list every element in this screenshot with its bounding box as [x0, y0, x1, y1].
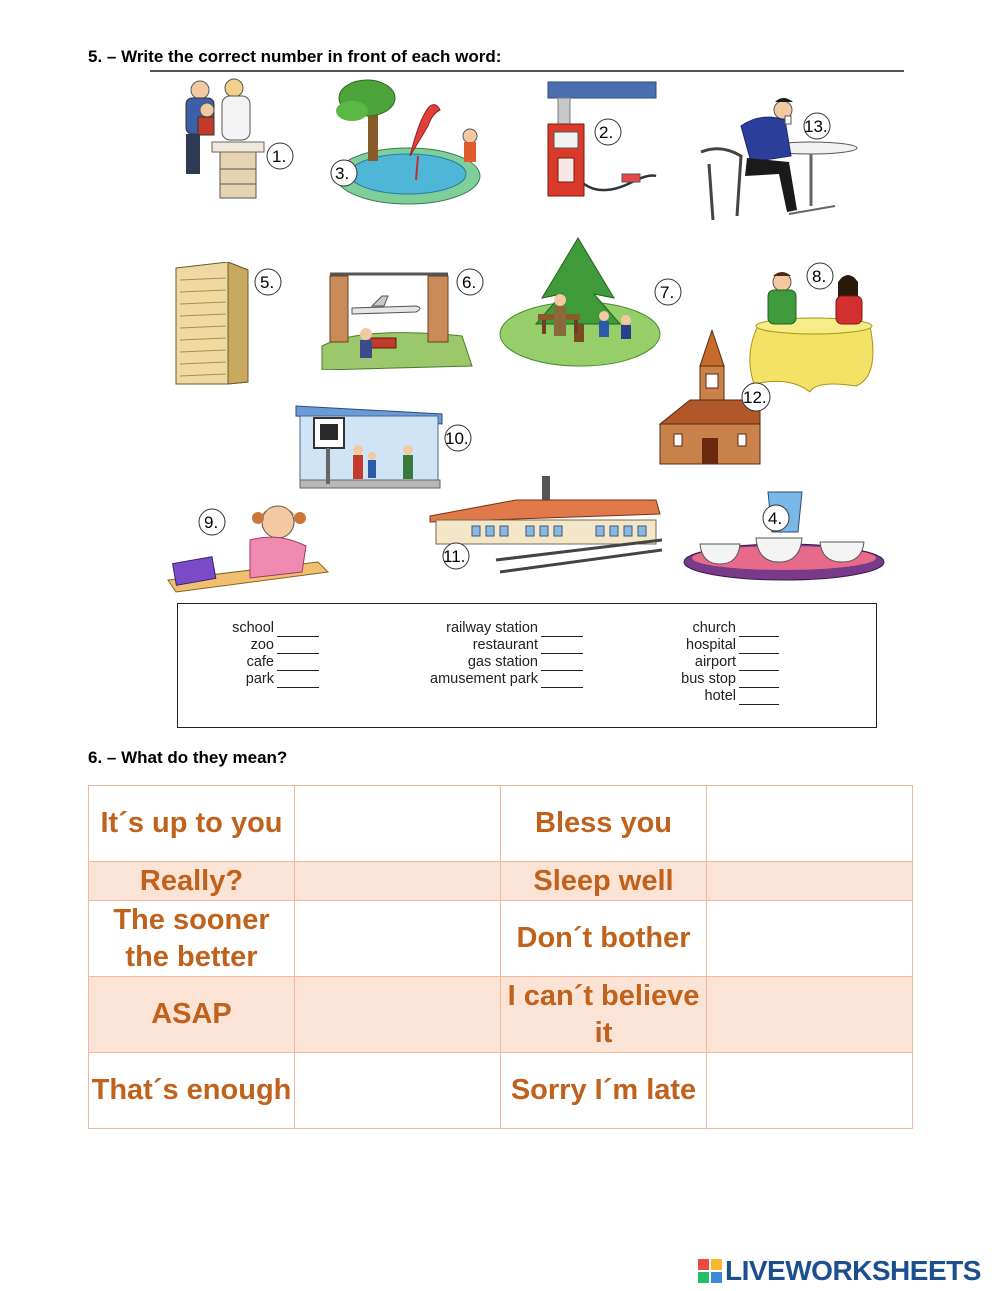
- table-row: [89, 786, 913, 862]
- word-item[interactable]: hospital: [618, 637, 779, 654]
- picture-number: 10.: [445, 429, 469, 448]
- picture-number: 7.: [660, 283, 675, 302]
- word-item[interactable]: airport: [618, 654, 779, 671]
- school-girl-icon: [166, 500, 332, 596]
- word-column-1: [178, 620, 319, 688]
- word-item[interactable]: church: [618, 620, 779, 637]
- picture-number: 5.: [260, 273, 275, 292]
- answer-cell[interactable]: [707, 1053, 913, 1129]
- picture-number: 1.: [272, 147, 287, 166]
- zoo-pond-icon: [322, 76, 494, 210]
- gas-pump-icon: [540, 80, 666, 204]
- title-divider: [150, 70, 904, 72]
- word-column-2: [348, 620, 583, 688]
- table-row: [89, 901, 913, 977]
- phrase-cell: Bless you: [501, 786, 707, 862]
- word-item[interactable]: hotel: [618, 688, 779, 705]
- logo-blocks-icon: [698, 1259, 722, 1283]
- church-icon: [650, 330, 782, 472]
- exercise-5-title: 5. – Write the correct number in front of each word:: [88, 47, 502, 66]
- hotel-building-icon: [172, 262, 288, 386]
- answer-cell[interactable]: [707, 901, 913, 977]
- phrase-cell: ASAP: [89, 977, 295, 1053]
- hospital-doctor-icon: [172, 74, 294, 204]
- picture-number: 8.: [812, 267, 827, 286]
- table-row: [89, 862, 913, 901]
- answer-cell[interactable]: [707, 786, 913, 862]
- phrase-cell: Sleep well: [501, 862, 707, 901]
- airport-icon: [316, 266, 490, 370]
- exercise-6-title: 6. – What do they mean?: [88, 748, 288, 767]
- word-item[interactable]: railway station: [348, 620, 583, 637]
- word-item[interactable]: amusement park: [348, 671, 583, 688]
- answer-cell[interactable]: [707, 862, 913, 901]
- picture-number: 9.: [204, 513, 219, 532]
- word-item[interactable]: bus stop: [618, 671, 779, 688]
- table-row: [89, 1053, 913, 1129]
- answer-cell[interactable]: [295, 1053, 501, 1129]
- cafe-man-icon: [697, 96, 859, 226]
- picture-number: 11.: [443, 547, 466, 566]
- answer-cell[interactable]: [295, 786, 501, 862]
- liveworksheets-logo: [698, 1255, 981, 1287]
- phrase-cell: Don´t bother: [501, 901, 707, 977]
- phrase-cell: The sooner the better: [89, 901, 295, 977]
- picture-number: 2.: [599, 123, 614, 142]
- phrase-cell: It´s up to you: [89, 786, 295, 862]
- word-item[interactable]: restaurant: [348, 637, 583, 654]
- picture-number: 4.: [768, 509, 783, 528]
- word-item[interactable]: school: [178, 620, 319, 637]
- word-item[interactable]: park: [178, 671, 319, 688]
- answer-cell[interactable]: [295, 901, 501, 977]
- picture-number: 6.: [462, 273, 477, 292]
- brand-name: LIVEWORKSHEETS: [725, 1255, 981, 1286]
- meanings-table: [88, 785, 913, 1129]
- word-item[interactable]: gas station: [348, 654, 583, 671]
- word-column-3: [618, 620, 779, 705]
- picture-number: 13.: [804, 117, 828, 136]
- phrase-cell: Really?: [89, 862, 295, 901]
- word-item[interactable]: cafe: [178, 654, 319, 671]
- table-row: [89, 977, 913, 1053]
- railway-station-icon: [426, 476, 662, 580]
- word-bank: [177, 603, 877, 728]
- picture-number: 3.: [335, 164, 350, 183]
- answer-cell[interactable]: [295, 862, 501, 901]
- phrase-cell: I can´t believe it: [501, 977, 707, 1053]
- phrase-cell: That´s enough: [89, 1053, 295, 1129]
- picture-number: 12.: [743, 388, 767, 407]
- answer-cell[interactable]: [707, 977, 913, 1053]
- word-item[interactable]: zoo: [178, 637, 319, 654]
- answer-cell[interactable]: [295, 977, 501, 1053]
- phrase-cell: Sorry I´m late: [501, 1053, 707, 1129]
- amusement-teacups-icon: [680, 486, 886, 584]
